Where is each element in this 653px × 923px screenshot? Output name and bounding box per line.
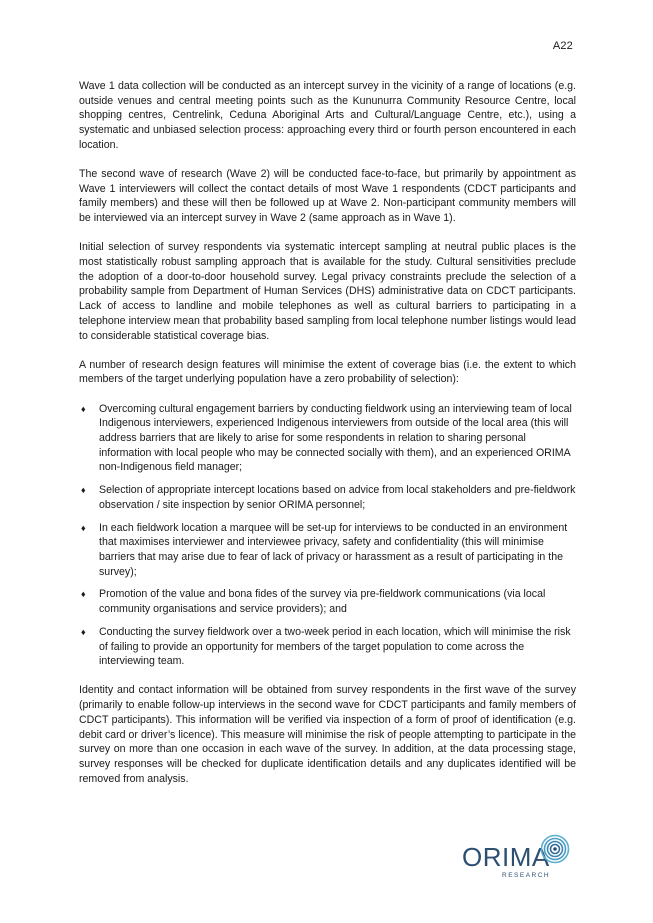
- concentric-rings-logo-icon: [540, 834, 570, 864]
- diamond-bullet-icon: ♦: [81, 589, 86, 600]
- orima-research-logo: [462, 834, 572, 884]
- list-item: [79, 587, 576, 616]
- design-features-list: [79, 402, 576, 669]
- list-item: [79, 402, 576, 476]
- logo-subtitle: RESEARCH: [502, 872, 551, 879]
- list-item-text: Selection of appropriate intercept locations based on advice from local stakeholders and pre-fieldwork observation / site inspection by senior ORIMA personnel;: [99, 484, 576, 511]
- paragraph-coverage-bias-intro: A number of research design features will minimise the extent of coverage bias (i.e. the extent to which members of the target underlying population have a zero probability of selection):: [79, 358, 576, 386]
- diamond-bullet-icon: ♦: [81, 403, 86, 414]
- list-item-text: Conducting the survey fieldwork over a two-week period in each location, which will minimise the risk of failing to provide an opportunity for members of the target population to come across the interviewing team.: [99, 625, 571, 668]
- list-item: [79, 625, 576, 669]
- list-item: [79, 483, 576, 512]
- paragraph-wave2-research: The second wave of research (Wave 2) will be conducted face-to-face, but primarily by appointment as Wave 1 interviewers will collect the contact details of most Wave 1 respondents (CDCT participants and family members) and these will then be followed up at Wave 2. Non-participant community members will be interviewed via an intercept survey in Wave 2 (same approach as in Wave 1).: [79, 168, 576, 225]
- list-item-text: In each fieldwork location a marquee will be set-up for interviews to be conducted in an environment that maximises interviewer and interviewee privacy, safety and confidentiality (this will minimise barriers that may arise due to fear of lack of privacy or harassment as a result of participating in the survey);: [99, 521, 568, 578]
- list-item-text: Overcoming cultural engagement barriers by conducting fieldwork using an interviewing team of local Indigenous interviewers, experienced Indigenous interviewers from outside of the local area (this will address barriers that are likely to arise for some respondents in relation to sharing personal information with local people who may be connected socially with them), and an experienced ORIMA non-Indigenous field manager;: [99, 402, 572, 474]
- diamond-bullet-icon: ♦: [81, 522, 86, 533]
- paragraph-identity-verification: Identity and contact information will be obtained from survey respondents in the first wave of the survey (primarily to enable follow-up interviews in the second wave for CDCT participants and family members of CDCT participants). This information will be verified via inspection of a form of proof of identification (e.g. debit card or driver’s licence). This measure will minimise the risk of people attempting to participate in the survey on more than one occasion in each wave of the survey. In addition, at the data processing stage, survey responses will be checked for duplicate identification details and any duplicates identified will be removed from analysis.: [79, 684, 576, 785]
- document-body: [79, 79, 576, 801]
- logo-wordmark: ORIMA: [462, 842, 550, 872]
- paragraph-initial-selection: Initial selection of survey respondents via systematic intercept sampling at neutral public places is the most statistically robust sampling approach that is available for the study. Cultural sensitivities preclude the adoption of a door-to-door household survey. Legal privacy constraints preclude the selection of a probability sample from Department of Human Services (DHS) administrative data on CDCT participants. Lack of access to landline and mobile telephones as well as cultural barriers to participating in a telephone interview mean that probability based sampling from local telephone number listings would lead to considerable statistical coverage bias.: [79, 241, 576, 342]
- diamond-bullet-icon: ♦: [81, 485, 86, 496]
- diamond-bullet-icon: ♦: [81, 626, 86, 637]
- list-item: [79, 521, 576, 580]
- list-item-text: Promotion of the value and bona fides of the survey via pre-fieldwork communications (via local community organisations and service providers); and: [99, 588, 546, 616]
- page-number: A22: [552, 40, 573, 52]
- paragraph-wave1-collection: Wave 1 data collection will be conducted as an intercept survey in the vicinity of a range of locations (e.g. outside venues and central meeting points such as the Kununurra Community Resource Centre, local shopping centres, Centrelink, Ceduna Aboriginal Arts and Cultural/Language Centre, etc.), using a systematic and unbiased selection process: approaching every third or fourth person encountered in each location.: [79, 80, 576, 151]
